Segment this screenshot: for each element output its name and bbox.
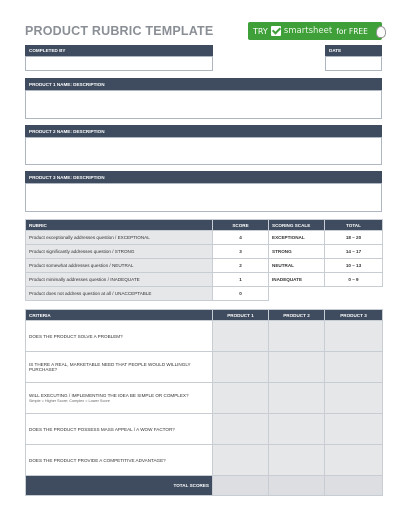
scoring-scale-header: SCORING SCALE	[269, 220, 325, 231]
scale-total: 14 – 17	[325, 245, 383, 259]
completed-by-header: COMPLETED BY	[25, 45, 213, 56]
score-header: SCORE	[213, 220, 269, 231]
criteria-question	[26, 383, 213, 414]
criteria-text: DOES THE PRODUCT POSSESS MASS APPEAL / A WOW FACTOR?	[29, 426, 175, 432]
criteria-question	[26, 321, 213, 352]
product-2-score-cell[interactable]	[269, 383, 325, 414]
promo-try-label: TRY	[253, 26, 268, 36]
completed-by-field[interactable]	[25, 56, 213, 71]
scale-label: NEUTRAL	[269, 259, 325, 273]
date-header: DATE	[325, 45, 382, 56]
product-1-score-cell[interactable]	[213, 445, 269, 476]
scale-label: INADEQUATE	[269, 273, 325, 287]
criteria-text: DOES THE PRODUCT PROVIDE A COMPETITIVE ADVANTAGE?	[29, 457, 166, 463]
rubric-row-text: Product somewhat addresses question / NEUTRAL	[26, 259, 213, 273]
product-1-score-cell[interactable]	[213, 352, 269, 383]
date-field[interactable]	[325, 56, 382, 71]
criteria-text: WILL EXECUTING / IMPLEMENTING THE IDEA BE SIMPLE OR COMPLEX?	[29, 393, 189, 398]
promo-free-label: for FREE	[336, 26, 368, 36]
product-2-score-cell[interactable]	[269, 321, 325, 352]
rubric-row-score: 3	[213, 245, 269, 259]
product-2-score-cell[interactable]	[269, 352, 325, 383]
product-1-column-header: PRODUCT 1	[213, 310, 269, 321]
product-1-total-cell[interactable]	[213, 476, 269, 496]
rubric-row-score: 4	[213, 231, 269, 245]
rubric-row-text: Product minimally addresses question / INADEQUATE	[26, 273, 213, 287]
product-3-description-field[interactable]	[25, 183, 382, 212]
rubric-row-score: 1	[213, 273, 269, 287]
scale-total: 0 – 9	[325, 273, 383, 287]
criteria-question	[26, 352, 213, 383]
rubric-row-score: 2	[213, 259, 269, 273]
criteria-header: CRITERIA	[26, 310, 213, 321]
product-3-score-cell[interactable]	[325, 352, 383, 383]
product-3-score-cell[interactable]	[325, 321, 383, 352]
scale-total: 10 – 13	[325, 259, 383, 273]
product-1-score-cell[interactable]	[213, 321, 269, 352]
product-2-header: PRODUCT 2 NAME: DESCRIPTION	[25, 125, 382, 137]
product-2-description-field[interactable]	[25, 137, 382, 165]
criteria-text: IS THERE A REAL, MARKETABLE NEED THAT PEOPLE WOULD WILLINGLY PURCHASE?	[29, 362, 191, 372]
product-1-score-cell[interactable]	[213, 383, 269, 414]
rubric-row-score: 0	[213, 287, 269, 301]
product-1-header: PRODUCT 1 NAME: DESCRIPTION	[25, 78, 382, 90]
total-scores-label: TOTAL SCORES	[26, 476, 213, 496]
criteria-question	[26, 445, 213, 476]
checkmark-icon	[271, 26, 281, 36]
scale-label: STRONG	[269, 245, 325, 259]
product-2-column-header: PRODUCT 2	[269, 310, 325, 321]
product-3-score-cell[interactable]	[325, 445, 383, 476]
criteria-table	[25, 309, 383, 496]
product-2-score-cell[interactable]	[269, 445, 325, 476]
product-3-total-cell[interactable]	[325, 476, 383, 496]
product-1-score-cell[interactable]	[213, 414, 269, 445]
page-title: PRODUCT RUBRIC TEMPLATE	[25, 24, 214, 38]
rubric-row-text: Product exceptionally addresses question / EXCEPTIONAL	[26, 231, 213, 245]
empty-cell	[325, 287, 383, 301]
total-header: TOTAL	[325, 220, 383, 231]
scale-label: EXCEPTIONAL	[269, 231, 325, 245]
product-2-total-cell[interactable]	[269, 476, 325, 496]
rubric-row-text: Product significantly addresses question / STRONG	[26, 245, 213, 259]
product-3-score-cell[interactable]	[325, 383, 383, 414]
rubric-table	[25, 219, 383, 301]
product-1-description-field[interactable]	[25, 90, 382, 119]
criteria-text: DOES THE PRODUCT SOLVE A PROBLEM?	[29, 333, 123, 339]
product-3-header: PRODUCT 3 NAME: DESCRIPTION	[25, 171, 382, 183]
rubric-row-text: Product does not address question at all / UNACCEPTABLE	[26, 287, 213, 301]
empty-cell	[269, 287, 325, 301]
product-2-score-cell[interactable]	[269, 414, 325, 445]
rubric-header: RUBRIC	[26, 220, 213, 231]
promo-brand-label: smartsheet	[283, 26, 333, 36]
hand-cursor-icon	[376, 26, 386, 38]
scale-total: 18 – 20	[325, 231, 383, 245]
product-3-score-cell[interactable]	[325, 414, 383, 445]
criteria-subtext: Simple = Higher Score; Complex = Lower Score	[29, 399, 110, 403]
product-3-column-header: PRODUCT 3	[325, 310, 383, 321]
criteria-question	[26, 414, 213, 445]
smartsheet-promo-button[interactable]	[248, 22, 382, 40]
